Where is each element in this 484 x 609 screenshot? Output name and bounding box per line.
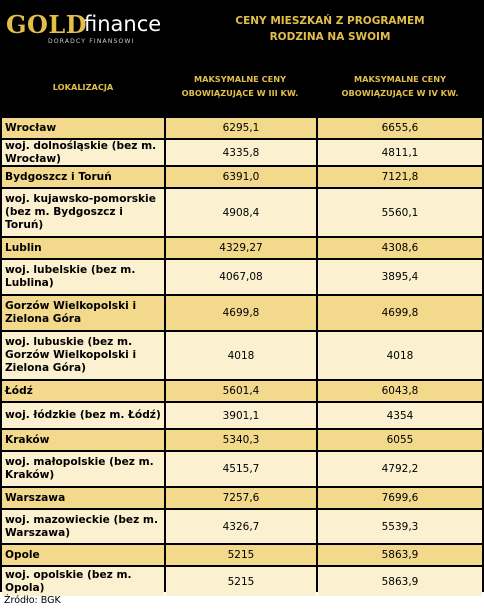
q3-price-cell: 5601,4 [166,381,316,401]
q3-price-cell: 5215 [166,545,316,565]
location-cell: woj. łódzkie (bez m. Łódź) [2,403,164,428]
table-row [0,238,484,260]
q4-header-line-1: MAKSYMALNE CENY [353,74,447,84]
q4-price-cell: 5863,9 [318,567,482,596]
table-row [0,545,484,567]
q3-price-cell: 6295,1 [166,118,316,138]
source-note: Źródło: BGK [4,595,61,606]
q3-price-cell: 4908,4 [166,189,316,236]
table-row [0,381,484,403]
location-cell: Łódź [2,381,164,401]
q3-price-cell: 4515,7 [166,452,316,486]
q3-price-cell: 4699,8 [166,296,316,330]
location-cell: Lublin [2,238,164,258]
location-cell: woj. opolskie (bez m. Opola) [2,567,164,596]
logo-finance-text: finance [84,12,162,36]
table-row [0,403,484,430]
q3-price-cell: 4329,27 [166,238,316,258]
location-cell: Wrocław [2,118,164,138]
column-header-q3 [166,72,314,100]
location-cell: woj. lubuskie (bez m. Gorzów Wielkopolski i Zielona Góra) [2,332,164,379]
location-cell: Kraków [2,430,164,450]
location-cell: woj. mazowieckie (bez m. Warszawa) [2,510,164,543]
q3-price-cell: 5215 [166,567,316,596]
table-header [0,0,484,118]
q3-price-cell: 4326,7 [166,510,316,543]
q4-price-cell: 3895,4 [318,260,482,294]
q4-price-cell: 4354 [318,403,482,428]
q3-price-cell: 4335,8 [166,140,316,165]
q4-price-cell: 5539,3 [318,510,482,543]
location-cell: woj. lubelskie (bez m. Lublina) [2,260,164,294]
q3-price-cell: 6391,0 [166,167,316,187]
location-cell: Warszawa [2,488,164,508]
table-row [0,567,484,598]
logo-subtitle: DORADCY FINANSOWI [48,38,135,45]
table-row [0,296,484,332]
q4-price-cell: 5863,9 [318,545,482,565]
q4-price-cell: 4308,6 [318,238,482,258]
q3-price-cell: 5340,3 [166,430,316,450]
goldfinance-logo [6,10,162,46]
column-header-q4 [318,72,482,100]
column-header-location: LOKALIZACJA [52,82,114,92]
location-cell: woj. kujawsko-pomorskie (bez m. Bydgoszcz i Toruń) [2,189,164,236]
table-row [0,189,484,238]
q4-header-line-2: OBOWIĄZUJĄCE W IV KW. [341,88,459,98]
q4-price-cell: 4699,8 [318,296,482,330]
location-cell: woj. dolnośląskie (bez m. Wrocław) [2,140,164,165]
table-row [0,488,484,510]
q4-price-cell: 6655,6 [318,118,482,138]
q4-price-cell: 6043,8 [318,381,482,401]
q4-price-cell: 4018 [318,332,482,379]
location-cell: Bydgoszcz i Toruń [2,167,164,187]
q3-price-cell: 3901,1 [166,403,316,428]
q3-price-cell: 4067,08 [166,260,316,294]
table-title [180,13,480,45]
q4-price-cell: 4792,2 [318,452,482,486]
title-line-2: RODZINA NA SWOIM [269,31,391,43]
location-cell: Gorzów Wielkopolski i Zielona Góra [2,296,164,330]
q4-price-cell: 6055 [318,430,482,450]
table-row [0,510,484,545]
q3-price-cell: 7257,6 [166,488,316,508]
table-row [0,332,484,381]
title-line-1: CENY MIESZKAŃ Z PROGRAMEM [235,15,425,27]
table-row [0,260,484,296]
q3-price-cell: 4018 [166,332,316,379]
table-row [0,452,484,488]
table-row [0,430,484,452]
location-cell: Opole [2,545,164,565]
logo-gold-text: GOLD [6,10,88,39]
table-row [0,140,484,167]
q3-header-line-1: MAKSYMALNE CENY [193,74,287,84]
q4-price-cell: 4811,1 [318,140,482,165]
q4-price-cell: 5560,1 [318,189,482,236]
q4-price-cell: 7121,8 [318,167,482,187]
location-cell: woj. małopolskie (bez m. Kraków) [2,452,164,486]
q3-header-line-2: OBOWIĄZUJĄCE W III KW. [181,88,299,98]
table-row [0,167,484,189]
q4-price-cell: 7699,6 [318,488,482,508]
table-row [0,118,484,140]
